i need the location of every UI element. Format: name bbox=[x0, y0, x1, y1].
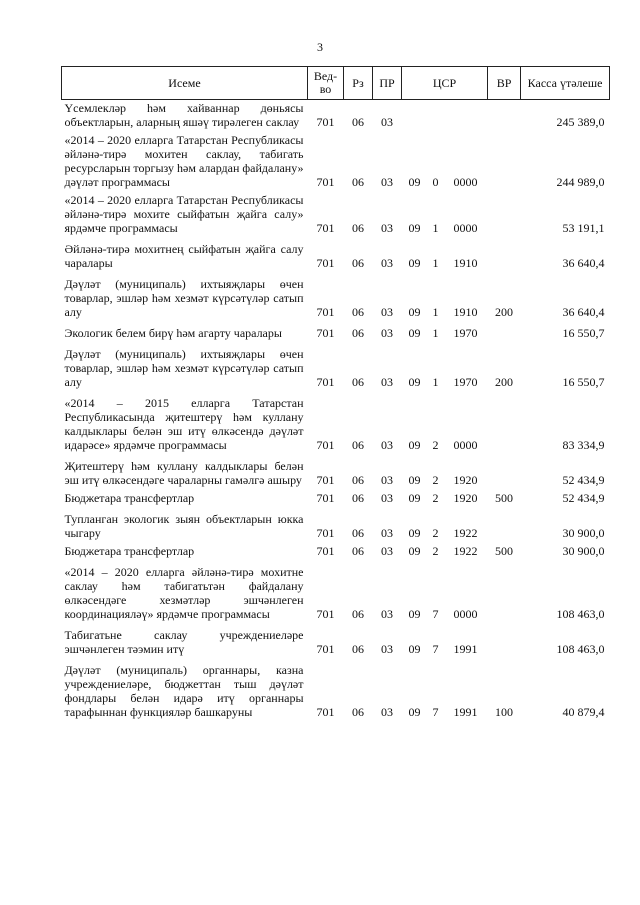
row-rz-cell: 06 bbox=[352, 115, 364, 129]
table-row bbox=[62, 343, 610, 392]
row-csr-program-cell: 09 bbox=[408, 526, 421, 540]
row-pr-cell: 03 bbox=[381, 544, 393, 558]
row-csr-subprogram-cell: 2 bbox=[432, 526, 439, 540]
row-csr-direction-cell: 1970 bbox=[453, 375, 478, 389]
row-vr-cell bbox=[488, 238, 521, 273]
row-ved-cell: 701 bbox=[316, 115, 335, 129]
row-csr-subprogram-cell: 1 bbox=[432, 305, 439, 319]
table-header-row bbox=[62, 67, 610, 100]
table-row bbox=[62, 490, 610, 508]
row-rz-cell: 06 bbox=[352, 305, 364, 319]
row-ved-cell: 701 bbox=[316, 375, 335, 389]
row-csr-subprogram-cell: 2 bbox=[432, 544, 439, 558]
row-sum-cell: 36 640,4 bbox=[562, 305, 605, 319]
row-pr-cell: 03 bbox=[381, 115, 393, 129]
row-rz-cell: 06 bbox=[352, 375, 364, 389]
row-sum-cell: 30 900,0 bbox=[562, 544, 605, 558]
row-pr-cell: 03 bbox=[381, 491, 393, 505]
row-vr-cell: 200 bbox=[495, 375, 514, 389]
row-name-cell: Дәүләт (муниципаль) ихтыяҗлары өчен товарлар, эшләр һәм хезмәт күрсәтүләр сатып алу bbox=[64, 277, 304, 319]
row-csr-subprogram-cell: 0 bbox=[432, 175, 439, 189]
row-sum-cell: 108 463,0 bbox=[556, 642, 605, 656]
row-name-cell: «2014 – 2020 елларга Татарстан Республикасы әйләнә-тирә мохите сыйфатын җайга салу» ярдәмче программасы bbox=[64, 193, 304, 235]
row-csr-program-cell: 09 bbox=[408, 491, 421, 505]
row-csr-program-cell: 09 bbox=[408, 438, 421, 452]
row-sum-cell: 52 434,9 bbox=[562, 491, 605, 505]
row-csr-direction-cell: 1920 bbox=[453, 473, 478, 487]
row-csr-subprogram-cell: 1 bbox=[432, 326, 439, 340]
row-vr-cell bbox=[488, 132, 521, 192]
table-row bbox=[62, 392, 610, 455]
row-sum-cell: 245 389,0 bbox=[556, 115, 605, 129]
table-row bbox=[62, 455, 610, 490]
row-csr-program-cell bbox=[402, 100, 428, 133]
row-csr-subprogram-cell: 2 bbox=[432, 473, 439, 487]
row-vr-cell bbox=[488, 392, 521, 455]
row-ved-cell: 701 bbox=[316, 473, 335, 487]
row-pr-cell: 03 bbox=[381, 221, 393, 235]
row-rz-cell: 06 bbox=[352, 607, 364, 621]
row-sum-cell: 30 900,0 bbox=[562, 526, 605, 540]
row-vr-cell bbox=[488, 322, 521, 343]
row-csr-direction-cell: 0000 bbox=[453, 175, 478, 189]
table-row bbox=[62, 508, 610, 543]
header-sum: Касса үтәлеше bbox=[521, 67, 610, 100]
row-csr-direction-cell: 1970 bbox=[453, 326, 478, 340]
row-rz-cell: 06 bbox=[352, 473, 364, 487]
row-ved-cell: 701 bbox=[316, 642, 335, 656]
row-rz-cell: 06 bbox=[352, 221, 364, 235]
header-csr: ЦСР bbox=[402, 67, 488, 100]
row-name-cell: Җитештерү һәм куллану калдыклары белән эш итү өлкәсендәге чараларны гамәлгә ашыру bbox=[64, 459, 304, 487]
row-csr-program-cell: 09 bbox=[408, 705, 421, 719]
header-rz: Рз bbox=[344, 67, 373, 100]
row-csr-direction-cell: 0000 bbox=[453, 221, 478, 235]
row-name-cell: Табигатьне саклау учреждениеләре эшчәнлеген тәэмин итү bbox=[64, 628, 304, 656]
row-ved-cell: 701 bbox=[316, 326, 335, 340]
row-pr-cell: 03 bbox=[381, 473, 393, 487]
row-vr-cell: 500 bbox=[495, 544, 514, 558]
row-ved-cell: 701 bbox=[316, 175, 335, 189]
row-name-cell: «2014 – 2020 елларга Татарстан Республикасы әйләнә-тирә мохитен саклау, табигать ресурсларын торгызу һәм алардан файдалану» дәүләт программасы bbox=[64, 133, 304, 189]
row-sum-cell: 40 879,4 bbox=[562, 705, 605, 719]
row-name-cell: Бюджетара трансфертлар bbox=[64, 544, 195, 558]
row-rz-cell: 06 bbox=[352, 491, 364, 505]
row-vr-cell: 200 bbox=[495, 305, 514, 319]
row-csr-subprogram-cell: 7 bbox=[432, 607, 439, 621]
row-pr-cell: 03 bbox=[381, 175, 393, 189]
row-pr-cell: 03 bbox=[381, 326, 393, 340]
table-row bbox=[62, 132, 610, 192]
table-row bbox=[62, 322, 610, 343]
row-rz-cell: 06 bbox=[352, 544, 364, 558]
row-rz-cell: 06 bbox=[352, 705, 364, 719]
row-csr-program-cell: 09 bbox=[408, 175, 421, 189]
row-csr-subprogram-cell: 1 bbox=[432, 375, 439, 389]
table-row bbox=[62, 238, 610, 273]
row-pr-cell: 03 bbox=[381, 642, 393, 656]
row-ved-cell: 701 bbox=[316, 491, 335, 505]
row-csr-direction-cell: 1922 bbox=[453, 544, 478, 558]
row-ved-cell: 701 bbox=[316, 705, 335, 719]
table-row bbox=[62, 192, 610, 238]
row-sum-cell: 52 434,9 bbox=[562, 473, 605, 487]
row-csr-program-cell: 09 bbox=[408, 544, 421, 558]
row-ved-cell: 701 bbox=[316, 526, 335, 540]
row-pr-cell: 03 bbox=[381, 705, 393, 719]
table-row bbox=[62, 543, 610, 561]
row-rz-cell: 06 bbox=[352, 526, 364, 540]
header-name: Исеме bbox=[62, 67, 308, 100]
row-csr-program-cell: 09 bbox=[408, 305, 421, 319]
row-ved-cell: 701 bbox=[316, 607, 335, 621]
row-rz-cell: 06 bbox=[352, 175, 364, 189]
row-pr-cell: 03 bbox=[381, 256, 393, 270]
row-name-cell: Дәүләт (муниципаль) органнары, казна учреждениеләре, бюджеттан тыш дәүләт фондлары белән идарә итү органнары тарафыннан функцияләр башкаруны bbox=[64, 663, 304, 719]
table-row bbox=[62, 273, 610, 322]
row-ved-cell: 701 bbox=[316, 256, 335, 270]
budget-table bbox=[61, 66, 610, 722]
table-row bbox=[62, 561, 610, 624]
row-csr-direction-cell: 1991 bbox=[453, 705, 478, 719]
row-csr-program-cell: 09 bbox=[408, 326, 421, 340]
row-csr-direction-cell: 0000 bbox=[453, 607, 478, 621]
row-vr-cell: 100 bbox=[495, 705, 514, 719]
row-ved-cell: 701 bbox=[316, 305, 335, 319]
row-csr-direction-cell: 1991 bbox=[453, 642, 478, 656]
row-csr-program-cell: 09 bbox=[408, 473, 421, 487]
row-vr-cell bbox=[488, 192, 521, 238]
table-row bbox=[62, 624, 610, 659]
row-csr-direction-cell bbox=[444, 100, 488, 133]
row-csr-subprogram-cell: 2 bbox=[432, 491, 439, 505]
row-csr-subprogram-cell: 7 bbox=[432, 705, 439, 719]
row-ved-cell: 701 bbox=[316, 438, 335, 452]
row-csr-direction-cell: 1922 bbox=[453, 526, 478, 540]
table-row bbox=[62, 100, 610, 133]
row-vr-cell: 500 bbox=[495, 491, 514, 505]
row-sum-cell: 108 463,0 bbox=[556, 607, 605, 621]
row-sum-cell: 53 191,1 bbox=[562, 221, 605, 235]
row-rz-cell: 06 bbox=[352, 326, 364, 340]
row-name-cell: Үсемлекләр һәм хайваннар дөньясы объектларын, аларның яшәү тирәлеген саклау bbox=[64, 101, 304, 129]
row-sum-cell: 244 989,0 bbox=[556, 175, 605, 189]
row-ved-cell: 701 bbox=[316, 544, 335, 558]
row-pr-cell: 03 bbox=[381, 607, 393, 621]
row-vr-cell bbox=[488, 100, 521, 133]
row-csr-program-cell: 09 bbox=[408, 607, 421, 621]
row-rz-cell: 06 bbox=[352, 642, 364, 656]
header-ved: Вед-во bbox=[308, 67, 344, 100]
row-name-cell: Әйләнә-тирә мохитнең сыйфатын җайга салу чаралары bbox=[64, 242, 304, 270]
row-csr-subprogram-cell bbox=[428, 100, 444, 133]
row-name-cell: «2014 – 2020 елларга әйләнә-тирә мохитне саклау һәм табигатьтән файдалану өлкәсендәге хезмәтләр эшчәнлеген координацияләү» ярдәмче программасы bbox=[64, 565, 304, 621]
header-pr: ПР bbox=[373, 67, 402, 100]
row-csr-subprogram-cell: 1 bbox=[432, 221, 439, 235]
page-number: 3 bbox=[317, 40, 323, 54]
row-csr-subprogram-cell: 1 bbox=[432, 256, 439, 270]
table-row bbox=[62, 659, 610, 722]
row-sum-cell: 16 550,7 bbox=[562, 326, 605, 340]
row-rz-cell: 06 bbox=[352, 438, 364, 452]
row-csr-program-cell: 09 bbox=[408, 642, 421, 656]
header-vr: ВР bbox=[488, 67, 521, 100]
row-sum-cell: 36 640,4 bbox=[562, 256, 605, 270]
row-vr-cell bbox=[488, 561, 521, 624]
row-pr-cell: 03 bbox=[381, 375, 393, 389]
row-pr-cell: 03 bbox=[381, 526, 393, 540]
row-pr-cell: 03 bbox=[381, 438, 393, 452]
row-name-cell: Бюджетара трансфертлар bbox=[64, 491, 195, 505]
row-name-cell: Тупланган экологик зыян объектларын юкка чыгару bbox=[64, 512, 304, 540]
row-csr-subprogram-cell: 2 bbox=[432, 438, 439, 452]
row-csr-program-cell: 09 bbox=[408, 221, 421, 235]
row-name-cell: Дәүләт (муниципаль) ихтыяҗлары өчен товарлар, эшләр һәм хезмәт күрсәтүләр сатып алу bbox=[64, 347, 304, 389]
row-csr-subprogram-cell: 7 bbox=[432, 642, 439, 656]
row-csr-direction-cell: 1910 bbox=[453, 256, 478, 270]
row-csr-program-cell: 09 bbox=[408, 375, 421, 389]
row-name-cell: Экологик белем бирү һәм агарту чаралары bbox=[64, 326, 282, 340]
row-rz-cell: 06 bbox=[352, 256, 364, 270]
row-pr-cell: 03 bbox=[381, 305, 393, 319]
row-sum-cell: 83 334,9 bbox=[562, 438, 605, 452]
table-body bbox=[62, 100, 610, 723]
row-csr-program-cell: 09 bbox=[408, 256, 421, 270]
row-sum-cell: 16 550,7 bbox=[562, 375, 605, 389]
row-vr-cell bbox=[488, 624, 521, 659]
row-csr-direction-cell: 1920 bbox=[453, 491, 478, 505]
row-ved-cell: 701 bbox=[316, 221, 335, 235]
row-name-cell: «2014 – 2015 елларга Татарстан Республикасында җитештерү һәм куллану калдыклары белән эш итү өлкәсендә дәүләт идарәсе» ярдәмче программасы bbox=[64, 396, 304, 452]
row-csr-direction-cell: 1910 bbox=[453, 305, 478, 319]
row-csr-direction-cell: 0000 bbox=[453, 438, 478, 452]
row-vr-cell bbox=[488, 455, 521, 490]
row-vr-cell bbox=[488, 508, 521, 543]
